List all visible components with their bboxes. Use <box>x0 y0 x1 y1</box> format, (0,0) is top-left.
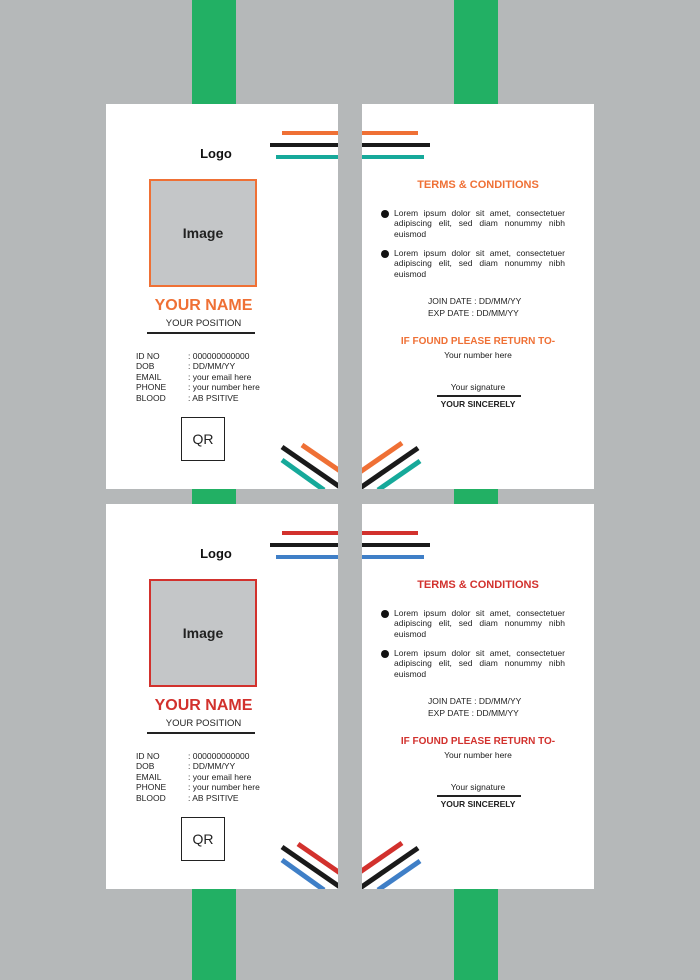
return-heading: IF FOUND PLEASE RETURN TO- <box>400 336 556 347</box>
info-key: PHONE <box>136 382 167 393</box>
holder-position: YOUR POSITION <box>165 718 242 729</box>
qr-label: QR <box>192 831 214 847</box>
terms-title: TERMS & CONDITIONS <box>417 579 539 591</box>
info-value: : your email here <box>188 771 252 782</box>
info-key: DOB <box>136 361 155 372</box>
holder-name: YOUR NAME <box>154 297 253 314</box>
sincerely-label: YOUR SINCERELY <box>440 399 516 409</box>
corner-stripes <box>362 104 594 489</box>
lanyard-strap-left-middle <box>192 489 236 504</box>
terms-text: Lorem ipsum dolor sit amet, consectetuer adipiscing elit, sed diam nonummy nibh euismod <box>394 608 565 639</box>
info-value: : AB PSITIVE <box>188 392 239 403</box>
terms-title: TERMS & CONDITIONS <box>417 179 539 191</box>
lanyard-strap-right-top <box>454 0 498 104</box>
photo-label: Image <box>182 225 224 241</box>
return-number: Your number here <box>444 350 512 360</box>
info-value: : your email here <box>188 371 252 382</box>
info-value: : DD/MM/YY <box>188 761 236 772</box>
lanyard-strap-right-bottom <box>454 889 498 980</box>
terms-text: Lorem ipsum dolor sit amet, consectetuer adipiscing elit, sed diam nonummy nibh euismod <box>394 208 565 239</box>
corner-stripes <box>106 104 338 489</box>
signature-label: Your signature <box>450 382 506 392</box>
info-key: BLOOD <box>136 792 166 803</box>
holder-position: YOUR POSITION <box>165 318 242 329</box>
logo: Logo <box>200 146 232 161</box>
holder-name: YOUR NAME <box>154 697 253 714</box>
info-value: : your number here <box>188 782 260 793</box>
return-number: Your number here <box>444 750 512 760</box>
corner-stripes <box>106 504 338 889</box>
photo-label: Image <box>182 625 224 641</box>
info-key: BLOOD <box>136 392 166 403</box>
id-card-back <box>362 104 594 489</box>
join-date: JOIN DATE : DD/MM/YY <box>428 696 522 706</box>
lanyard-strap-left-bottom <box>192 889 236 980</box>
stripe-accent <box>362 843 402 872</box>
lanyard-strap-left-top <box>192 0 236 104</box>
join-date: JOIN DATE : DD/MM/YY <box>428 296 522 306</box>
stripe-secondary <box>378 861 420 889</box>
exp-date: EXP DATE : DD/MM/YY <box>428 308 519 318</box>
sincerely-label: YOUR SINCERELY <box>440 799 516 809</box>
info-value: : 000000000000 <box>188 751 250 761</box>
stripe-accent <box>298 844 338 873</box>
info-key: EMAIL <box>136 771 162 782</box>
terms-text: Lorem ipsum dolor sit amet, consectetuer adipiscing elit, sed diam nonummy nibh euismod <box>394 248 565 279</box>
id-card-front <box>106 104 338 489</box>
stripe-accent <box>362 443 402 472</box>
exp-date: EXP DATE : DD/MM/YY <box>428 708 519 718</box>
info-key: DOB <box>136 761 155 772</box>
terms-text: Lorem ipsum dolor sit amet, consectetuer adipiscing elit, sed diam nonummy nibh euismod <box>394 648 565 679</box>
info-key: PHONE <box>136 782 167 793</box>
corner-stripes <box>362 504 594 889</box>
lanyard-strap-right-middle <box>454 489 498 504</box>
id-card-front <box>106 504 338 889</box>
info-key: EMAIL <box>136 371 162 382</box>
info-value: : AB PSITIVE <box>188 792 239 803</box>
qr-label: QR <box>192 431 214 447</box>
info-key: ID NO <box>136 351 160 361</box>
stripe-secondary <box>378 461 420 489</box>
info-value: : DD/MM/YY <box>188 361 236 372</box>
return-heading: IF FOUND PLEASE RETURN TO- <box>400 736 556 747</box>
signature-label: Your signature <box>450 782 506 792</box>
id-card-back <box>362 504 594 889</box>
info-value: : 000000000000 <box>188 351 250 361</box>
info-key: ID NO <box>136 751 160 761</box>
logo: Logo <box>200 546 232 561</box>
info-value: : your number here <box>188 382 260 393</box>
